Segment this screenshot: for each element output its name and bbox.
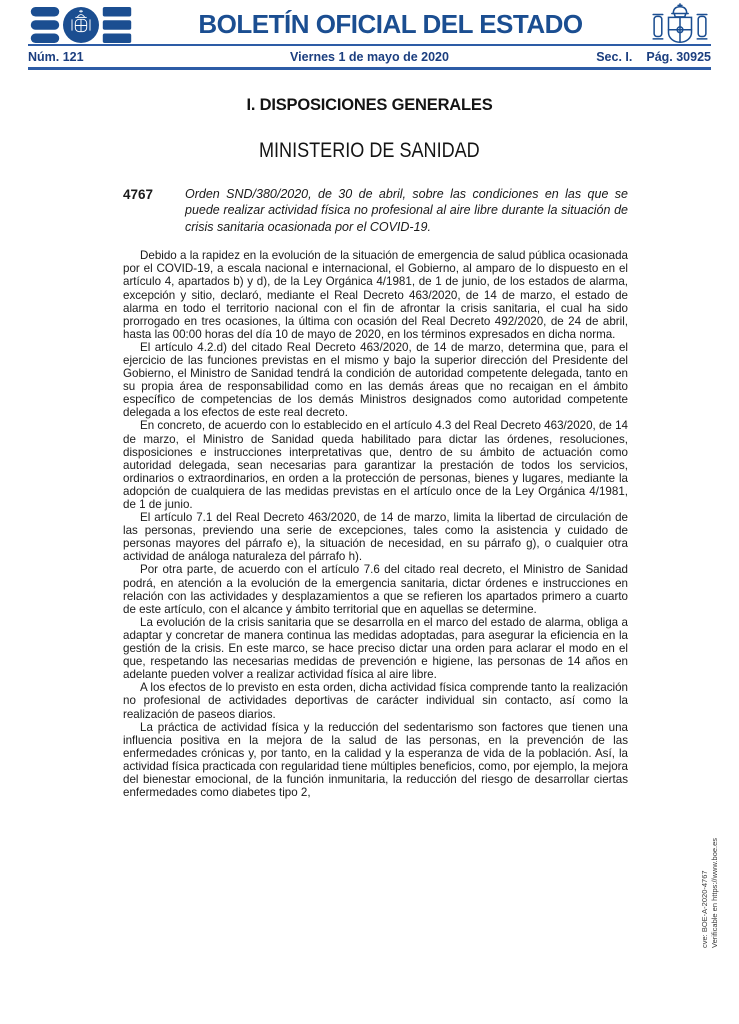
boe-logo-icon	[28, 7, 134, 43]
cve-code: cve: BOE-A-2020-4767	[700, 870, 709, 948]
paragraph: Por otra parte, de acuerdo con el artículo 7.6 del citado real decreto, el Ministro de Sanidad podrá, en atención a la evolución de la emergencia sanitaria, dictar órdenes e instrucciones en relación con las actividades y desplazamientos a que se refieren los apartados primero a cuarto de este artículo, con el alcance y ámbito territorial que en aquellas se determine.	[123, 563, 628, 616]
spain-coat-of-arms-icon	[647, 2, 713, 48]
ministry-heading-text: MINISTERIO DE SANIDAD	[259, 139, 480, 162]
item-summary: Orden SND/380/2020, de 30 de abril, sobre las condiciones en las que se puede realizar actividad física no profesional al aire libre durante la situación de crisis sanitaria ocasionada por el COVID-19.	[185, 187, 628, 234]
masthead-title: BOLETÍN OFICIAL DEL ESTADO	[198, 9, 583, 39]
paragraph: La práctica de actividad física y la reducción del sedentarismo son factores que tienen una influencia positiva en la mejora de la salud de las personas, en la prevención de las enfermedades crónicas y, por tanto, en la calidad y la esperanza de vida de la población. Así, la actividad física practicada con regularidad tiene múltiples beneficios, como, por ejemplo, la mejora del bienestar emocional, de la función inmunitaria, la reducción del riesgo de desarrollar ciertas enfermedades como diabetes tipo 2,	[123, 720, 628, 800]
section-ref: Sec. I.	[596, 50, 633, 64]
paragraph: La evolución de la crisis sanitaria que se desarrolla en el marco del estado de alarma, obliga a adaptar y concretar de manera continua las medidas adoptadas, para asegurar la eficiencia en la gestión de la crisis. En este marco, se hace preciso dictar una orden para aclarar el modo en el que, respetando las necesarias medidas de prevención e higiene, las personas de 14 años en adelante pueden volver a realizar actividad física al aire libre.	[123, 615, 628, 682]
issue-number: Núm. 121	[28, 50, 84, 64]
paragraph: Debido a la rapidez en la evolución de la situación de emergencia de salud pública ocasionada por el COVID-19, a escala nacional e internacional, el Gobierno, al amparo de lo dispuesto en el artículo 4, apartados b) y d), de la Ley Orgánica 4/1981, de 1 de junio, de los estados de alarma, excepción y sitio, declaró, mediante el Real Decreto 463/2020, de 14 de marzo, el estado de alarma en todo el territorio nacional con el fin de afrontar la crisis sanitaria, el cual ha sido prorrogado en tres ocasiones, la última con ocasión del Real Decreto 492/2020, de 24 de abril, hasta las 00:00 horas del día 10 de mayo de 2020, en los términos expresados en dicha norma.	[123, 249, 628, 341]
page-header	[0, 0, 739, 70]
document-body	[123, 249, 628, 799]
section-heading: I. DISPOSICIONES GENERALES	[246, 96, 493, 114]
header-divider-bottom	[28, 67, 711, 70]
page-ref: Pág. 30925	[646, 50, 711, 64]
document-main	[0, 96, 739, 799]
ministry-heading	[0, 139, 739, 163]
header-meta-row	[0, 46, 739, 67]
header-top-row	[0, 0, 739, 42]
paragraph: A los efectos de lo previsto en esta orden, dicha actividad física comprende tanto la realización no profesional de actividades deportivas de carácter individual sin contacto, así como la realización de paseos diarios.	[123, 681, 628, 721]
paragraph: En concreto, de acuerdo con lo establecido en el artículo 4.3 del Real Decreto 463/2020, de 14 de marzo, el Ministro de Sanidad queda habilitado para dictar las órdenes, resoluciones, disposiciones e instrucciones interpretativas que, dentro de su ámbito de actuación como autoridad delegada, sean necesarias para garantizar la prestación de todos los servicios, ordinarios o extraordinarios, en orden a la protección de personas, bienes y lugares, mediante la adopción de cualquiera de las medidas previstas en el artículo once de la Ley Orgánica 4/1981, de 1 de junio.	[123, 419, 628, 511]
paragraph: El artículo 4.2.d) del citado Real Decreto 463/2020, de 14 de marzo, determina que, para el ejercicio de las funciones previstas en el mismo y bajo la superior dirección del Presidente del Gobierno, el Ministro de Sanidad tendrá la condición de autoridad competente delegada, tanto en su propia área de responsabilidad como en las demás áreas que no recaigan en el ámbito específico de competencias de los demás Ministros designados como autoridad competente delegada a los efectos de este real decreto.	[123, 340, 628, 420]
paragraph: El artículo 7.1 del Real Decreto 463/2020, de 14 de marzo, limita la libertad de circulación de las personas, previendo una serie de excepciones, tales como la asistencia y cuidado de personas mayores del párrafo e), la situación de necesidad, en su párrafo g), o cualquier otra actividad de análoga naturaleza del párrafo h).	[123, 511, 628, 564]
section-page-ref	[449, 50, 711, 64]
cve-verify-url: Verificable en https://www.boe.es	[709, 837, 719, 948]
cve-vertical-sidebar	[700, 728, 719, 948]
disposition-item	[123, 186, 628, 235]
item-number: 4767	[123, 187, 154, 202]
issue-date: Viernes 1 de mayo de 2020	[290, 50, 449, 64]
